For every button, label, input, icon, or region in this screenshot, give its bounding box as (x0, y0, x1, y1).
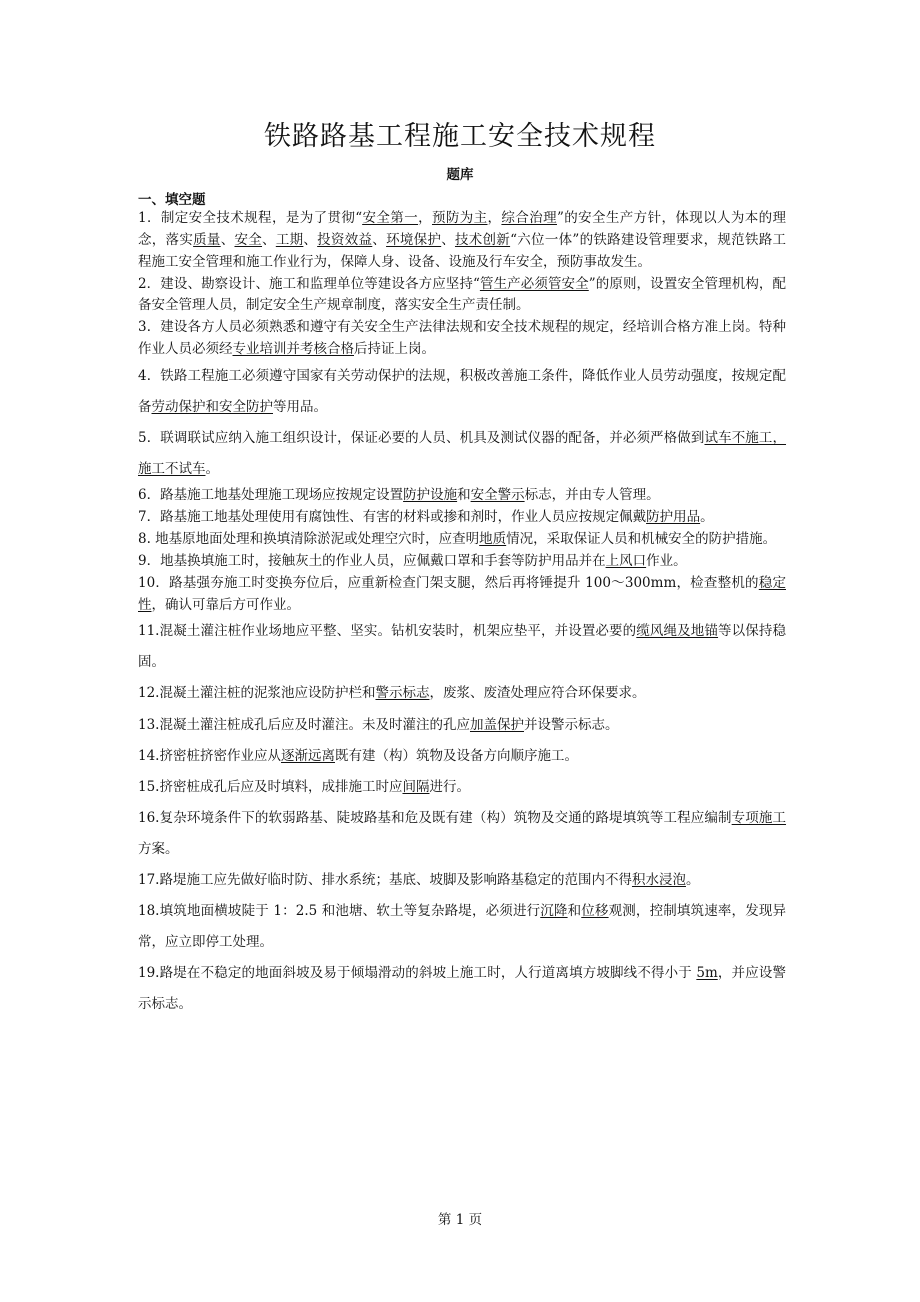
question-text: 。 (685, 871, 700, 888)
question-text: 观测，控制填筑速率，发现异常，应立即停工处理。 (138, 902, 787, 950)
question-text: 和 (457, 487, 471, 504)
answer-blank: 加盖保护 (469, 716, 524, 733)
answer-blank: 预防为主 (431, 210, 488, 226)
question-text: 后持证上岗。 (354, 341, 435, 358)
answer-blank: 逐渐远离 (280, 747, 335, 764)
question-item (138, 551, 786, 573)
question-text: 作业。 (646, 552, 687, 569)
question-list (138, 208, 786, 1020)
answer-blank: 安全警示 (470, 487, 525, 504)
answer-blank: 位移 (581, 902, 609, 919)
question-text: 、 (372, 231, 387, 248)
question-text: 1．制定安全技术规程，是为了贯彻“ (138, 210, 363, 226)
answer-blank: 工期 (275, 231, 304, 248)
answer-blank: 防护用品 (646, 509, 701, 526)
question-text: 、 (262, 231, 276, 248)
question-text: ”的原则，设置安全管理机构，配备安全管理人员，制定安全生产规章制度，落实安全生产责任制。 (138, 275, 787, 314)
question-item (138, 896, 786, 958)
question-item (138, 741, 786, 772)
question-item (138, 573, 786, 617)
question-text: 等用品。 (273, 399, 327, 416)
question-text: 和 (567, 902, 582, 919)
question-item (138, 361, 786, 423)
question-text: ， (418, 210, 432, 226)
question-text: 等以保持稳固。 (138, 623, 787, 671)
question-text: 17.路堤施工应先做好临时防、排水系统；基底、坡脚及影响路基稳定的范围内不得 (138, 871, 632, 888)
answer-blank: 上风口 (605, 552, 647, 569)
question-item (138, 274, 786, 318)
question-item (138, 423, 786, 485)
answer-blank: 积水浸泡 (631, 871, 686, 888)
question-text: ”的安全生产方针，体现以人为本的理念，落实 (138, 210, 787, 248)
question-text: 、 (303, 231, 318, 248)
question-text: 进行。 (429, 778, 470, 795)
answer-blank: 试车不施工，施工不试车 (138, 430, 787, 478)
question-item (138, 772, 786, 803)
question-item (138, 678, 786, 709)
section-heading: 一、填空题 (138, 192, 206, 208)
answer-blank: 缆风绳及地锚 (636, 623, 719, 640)
question-text: ，确认可靠后方可作业。 (151, 596, 300, 613)
page-number: 第 1 页 (437, 1212, 483, 1228)
question-text: 16.复杂环境条件下的软弱路基、陡坡路基和危及既有建（构）筑物及交通的路堤填筑等工程应编制 (138, 809, 732, 826)
document-title: 铁路路基工程施工安全技术规程 (264, 121, 656, 152)
question-text: 19.路堤在不稳定的地面斜坡及易于倾塌滑动的斜坡上施工时，人行道离填方坡脚线不得小于 (138, 964, 697, 981)
question-text: ，废浆、废渣处理应符合环保要求。 (429, 685, 646, 702)
answer-blank: 警示标志 (375, 685, 430, 702)
question-text: 既有建（构）筑物及设备方向顺序施工。 (334, 747, 578, 764)
question-text: 。 (700, 509, 714, 526)
question-text: 15.挤密桩成孔后应及时填料，成排施工时应 (138, 778, 403, 795)
answer-blank: 沉降 (540, 902, 568, 919)
question-text: 14.挤密桩挤密作业应从 (138, 747, 281, 764)
question-text: 4．铁路工程施工必须遵守国家有关劳动保护的法规，积极改善施工条件，降低作业人员劳动强度，按规定配备 (138, 368, 786, 416)
answer-blank: 质量 (193, 231, 221, 248)
question-text: 方案。 (138, 840, 179, 857)
question-item (138, 208, 786, 274)
answer-blank: 间隔 (402, 778, 430, 795)
answer-blank: 环境保护 (386, 231, 442, 248)
question-item (138, 507, 786, 529)
question-item (138, 317, 786, 361)
question-text: “六位一体”的铁路建设管理要求，规范铁路工程施工安全管理和施工作业行为，保障人身、设备、设施及行车安全，预防事故发生。 (138, 231, 787, 270)
answer-blank: 专项施工 (731, 809, 787, 826)
question-text: 。 (205, 461, 219, 478)
question-item (138, 958, 786, 1020)
answer-blank: 技术创新 (454, 231, 511, 248)
answer-blank: 5m (696, 964, 718, 981)
answer-blank: 投资效益 (317, 231, 373, 248)
question-text: 5．联调联试应纳入施工组织设计，保证必要的人员、机具及测试仪器的配备，并必须严格做到 (138, 430, 705, 447)
answer-blank: 安全第一 (362, 210, 419, 226)
question-text: 7．路基施工地基处理使用有腐蚀性、有害的材料或掺和剂时，作业人员应按规定佩戴 (138, 509, 647, 526)
answer-blank: 地质 (479, 530, 507, 547)
question-text: ， (487, 210, 502, 226)
question-item (138, 865, 786, 896)
question-text: 10．路基强夯施工时变换夯位后，应重新检查门架支腿，然后再将锤提升 100～300mm，检查整机的 (138, 574, 759, 591)
answer-blank: 稳定性 (138, 574, 786, 613)
answer-blank: 劳动保护和安全防护 (151, 399, 273, 416)
question-text: 6．路基施工地基处理施工现场应按规定设置 (138, 487, 404, 504)
question-text: 12.混凝土灌注桩的泥浆池应设防护栏和 (138, 685, 376, 702)
question-text: ，并应设警示标志。 (138, 964, 786, 1012)
question-text: 2．建设、勘察设计、施工和监理单位等建设各方应坚持“ (138, 275, 480, 292)
question-text: 并设警示标志。 (523, 716, 619, 733)
question-text: 、 (220, 231, 235, 248)
question-item (138, 616, 786, 678)
answer-blank: 防护设施 (403, 487, 458, 504)
question-text: 9．地基换填施工时，接触灰土的作业人员，应佩戴口罩和手套等防护用品并在 (138, 552, 606, 569)
question-text: 、 (441, 231, 455, 248)
question-item (138, 803, 786, 865)
question-text: 情况，采取保证人员和机械安全的防护措施。 (506, 530, 777, 547)
question-text: 3．建设各方人员必须熟悉和遵守有关安全生产法律法规和安全技术规程的规定，经培训合格方准上岗。特种作业人员必须经 (138, 319, 786, 358)
question-text: 18.填筑地面横坡陡于 1：2.5 和池塘、软土等复杂路堤，必须进行 (138, 902, 541, 919)
question-item (138, 485, 786, 507)
answer-blank: 专业培训并考核合格 (232, 341, 354, 358)
question-text: 11.混凝土灌注桩作业场地应平整、坚实。钻机安装时，机架应垫平，并设置必要的 (138, 623, 637, 640)
question-text: 13.混凝土灌注桩成孔后应及时灌注。未及时灌注的孔应 (138, 716, 470, 733)
question-item (138, 710, 786, 741)
document-subtitle: 题库 (446, 167, 474, 183)
answer-blank: 安全 (234, 231, 263, 248)
question-item (138, 529, 786, 551)
answer-blank: 综合治理 (501, 210, 557, 226)
answer-blank: 管生产必须管安全 (479, 275, 589, 292)
question-text: 标志，并由专人管理。 (524, 487, 660, 504)
question-text: 8. 地基原地面处理和换填清除淤泥或处理空穴时，应查明 (138, 530, 480, 547)
